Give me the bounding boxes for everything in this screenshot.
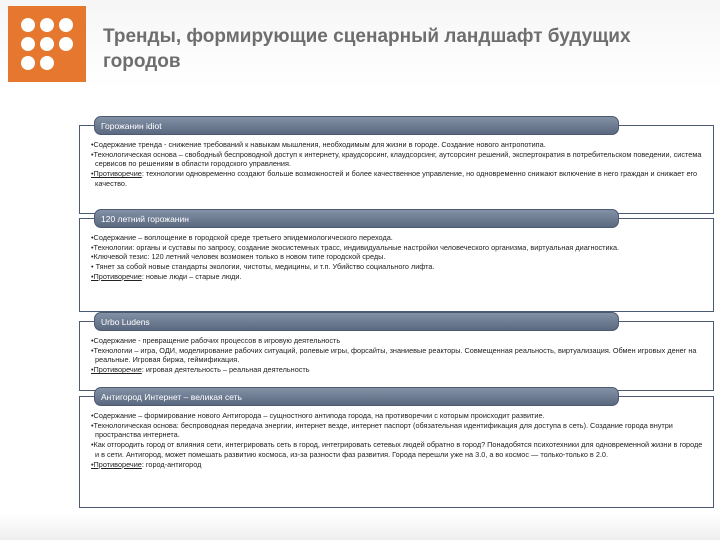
bullet-item: •Как отгородить город от влияния сети, интегрировать сеть в город, интегрировать сетевых людей обратно в город? Понадобятся психотехники для одновременной жизни в городе и в сети. Антигород, может помешать развитию космоса, из-за разности фаз развития. Города перешли уже на 3.0, а во космос — только-только в 2.0. bbox=[91, 440, 703, 459]
bullet-item: •Противоречие: технологии одновременно создают больше возможностей и более качественное управление, но одновременно снижают включение в него граждан и снижает его качество. bbox=[91, 169, 698, 188]
footer-band bbox=[0, 514, 720, 540]
logo-dot bbox=[59, 18, 73, 32]
logo-dot bbox=[21, 56, 35, 70]
section-box bbox=[79, 125, 714, 214]
bullet-list bbox=[90, 140, 705, 189]
bullet-item: • Тянет за собой новые стандарты экологии, чистоты, медицины, и т.п. Убийство социального лифта. bbox=[91, 262, 435, 272]
bullet-item: •Содержание - превращение рабочих процессов в игровую деятельность bbox=[91, 336, 341, 345]
bullet-item: •Противоречие: новые люди – старые люди. bbox=[91, 271, 242, 281]
bullet-item: •Содержание – формирование нового Антигорода – сущностного антипода города, на противоречии с которым происходит развитие. bbox=[91, 411, 545, 420]
section-heading: 120 летний горожанин bbox=[94, 209, 619, 228]
logo-dot bbox=[21, 18, 35, 32]
section-box bbox=[79, 396, 714, 508]
section-heading: Urbo Ludens bbox=[94, 312, 619, 331]
bullet-item: •Противоречие: город-антигород bbox=[91, 459, 202, 469]
bullet-list bbox=[90, 233, 705, 282]
section-heading: Антигород Интернет – великая сеть bbox=[94, 387, 619, 406]
bullet-item: •Технологическая основа: беспроводная передача энергии, интернет везде, интернет паспорт (обязательная идентификация для доступа в сеть). Создание города внутри пространства интернета. bbox=[91, 420, 673, 440]
logo-dot bbox=[59, 37, 73, 51]
logo-dot-empty bbox=[59, 56, 73, 70]
logo-dot bbox=[21, 37, 35, 51]
bullet-list bbox=[90, 336, 705, 375]
section-heading: Горожанин idiot bbox=[94, 116, 619, 135]
bullet-item: •Технологии – игра, ОДИ, моделирование рабочих ситуаций, ролевые игры, форсайты, знаниевые реакторы. Совмещенная реальность, виртуализация. Обмен игровых денег на реальные. Игровая биржа, геймификация. bbox=[91, 345, 697, 365]
bullet-item: •Технологии: органы и суставы по запросу, создание экосистемных трасс, индивидуальные настройки человеческого организма, виртуальная диагностика. bbox=[91, 242, 620, 252]
bullet-item: •Содержание – воплощение в городской среде третьего эпидемиологического перехода. bbox=[91, 233, 393, 242]
section-box bbox=[79, 218, 714, 312]
section-box bbox=[79, 321, 714, 391]
bullet-list bbox=[90, 411, 705, 469]
logo-dot bbox=[40, 56, 54, 70]
logo-dot bbox=[40, 18, 54, 32]
slide-title: Тренды, формирующие сценарный ландшафт будущих городов bbox=[103, 26, 631, 72]
bullet-item: •Содержание тренда - снижение требований к навыкам мышления, необходимым для жизни в городе. Создание нового антропотипа. bbox=[91, 140, 546, 149]
company-logo bbox=[8, 6, 86, 82]
logo-dot bbox=[40, 37, 54, 51]
bullet-item: •Технологическая основа – свободный беспроводной доступ к интернету, краудсорсинг, клаудсорсинг, аутсорсинг решений, экспертократия в потребительском поведении, система сервисов по решениям в области городского управления. bbox=[91, 149, 702, 169]
bullet-item: •Противоречие: игровая деятельность – реальная деятельность bbox=[91, 365, 310, 375]
bullet-item: •Ключевой тезис: 120 летний человек возможен только в новом типе городской среды. bbox=[91, 252, 386, 262]
